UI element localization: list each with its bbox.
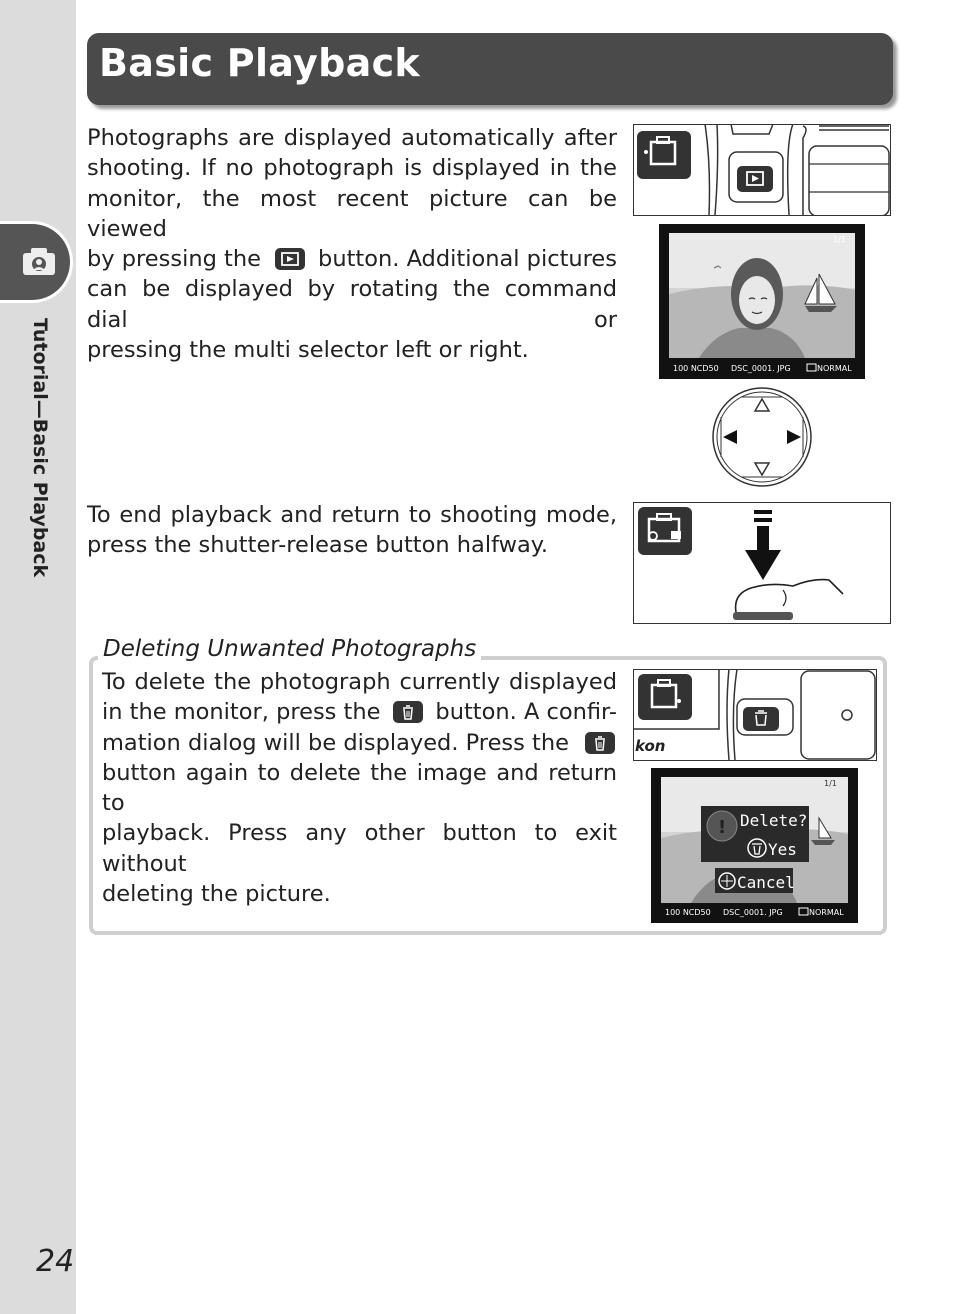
line: To end playback and return to shooting mode, bbox=[87, 502, 617, 528]
camera-icon bbox=[22, 246, 56, 276]
monitor-playback-illustration bbox=[659, 224, 865, 379]
line-text: in the monitor, press the bbox=[102, 699, 381, 726]
cancel-option: Cancel bbox=[737, 873, 795, 892]
delete-paragraph bbox=[102, 667, 617, 909]
line-text: mation dialog will be displayed. Press the bbox=[102, 729, 569, 756]
line: playback. Press any other button to exit without bbox=[102, 820, 617, 877]
chapter-label: Tutorial—Basic Playback bbox=[29, 318, 51, 578]
line: shooting. If no photograph is displayed in the bbox=[87, 155, 617, 182]
svg-text:!: ! bbox=[718, 817, 727, 838]
frame-counter: 1/1 bbox=[824, 779, 837, 788]
folder-name: 100 NCD50 bbox=[665, 908, 711, 917]
line-text: by pressing the bbox=[87, 246, 261, 273]
line-text: button. Additional pictures bbox=[318, 246, 617, 273]
title-bar bbox=[87, 33, 893, 105]
line bbox=[102, 697, 617, 727]
multi-selector-icon bbox=[711, 387, 813, 487]
line: monitor, the most recent picture can be viewed bbox=[87, 185, 617, 242]
page-number: 24 bbox=[36, 1244, 75, 1279]
playback-paragraph bbox=[87, 123, 617, 365]
camera-back-playback-illustration bbox=[633, 124, 891, 216]
line-text: button. A confir- bbox=[435, 699, 617, 726]
image-quality: NORMAL bbox=[809, 908, 844, 917]
camera-back-delete-illustration bbox=[633, 669, 877, 761]
line: deleting the picture. bbox=[102, 881, 331, 908]
box-title: Deleting Unwanted Photographs bbox=[98, 636, 481, 662]
sidebar bbox=[0, 0, 76, 1314]
line: button again to delete the image and return to bbox=[102, 759, 617, 817]
brand-logo: kon bbox=[635, 737, 666, 755]
playback-button-icon bbox=[275, 248, 305, 270]
line: can be displayed by rotating the command dial or bbox=[87, 276, 617, 333]
line: Photographs are displayed automatically after bbox=[87, 125, 617, 151]
yes-option: Yes bbox=[768, 840, 797, 859]
folder-name: 100 NCD50 bbox=[673, 364, 719, 373]
line bbox=[87, 244, 617, 274]
file-name: DSC_0001. JPG bbox=[731, 364, 791, 373]
delete-prompt: Delete? bbox=[740, 811, 808, 830]
end-playback-paragraph bbox=[87, 500, 617, 561]
shutter-release-illustration bbox=[633, 502, 891, 624]
image-quality: NORMAL bbox=[817, 364, 852, 373]
line: pressing the multi selector left or right. bbox=[87, 337, 529, 364]
chapter-tab bbox=[0, 224, 70, 300]
line: press the shutter-release button halfway. bbox=[87, 532, 549, 559]
line bbox=[102, 728, 617, 758]
file-name: DSC_0001. JPG bbox=[723, 908, 783, 917]
delete-button-icon bbox=[393, 701, 423, 723]
monitor-delete-dialog-illustration bbox=[651, 768, 858, 923]
delete-button-icon bbox=[585, 732, 615, 754]
page-title: Basic Playback bbox=[99, 41, 420, 85]
line: To delete the photograph currently displayed bbox=[102, 669, 617, 695]
frame-counter: 1/1 bbox=[833, 235, 846, 244]
